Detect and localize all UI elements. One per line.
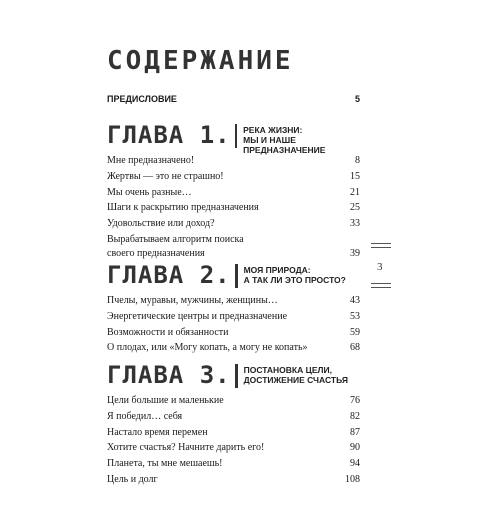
entry-page: 8 [355,155,360,166]
chapter-heading [107,362,360,390]
entry-title: Энергетические центры и предназначение [107,310,288,322]
chapter-subtitle-line: ДОСТИЖЕНИЕ СЧАСТЬЯ [243,375,348,385]
entry-title: Настало время перемен [107,426,208,438]
entry-page: 76 [350,395,360,406]
entry-title: Мне предназначено! [107,155,195,166]
toc-entry [107,310,360,324]
folio-rule [371,247,391,248]
preface-title: ПРЕДИСЛОВИЕ [107,94,177,104]
chapter-heading [107,262,360,290]
entry-page: 53 [350,310,360,322]
entry-page: 21 [350,186,360,198]
chapter-subtitle-line: ПОСТАНОВКА ЦЕЛИ, [243,365,332,375]
entry-title: Возможности и обязанности [107,326,229,338]
entry-title: Удовольствие или доход? [107,218,215,230]
toc-entry [107,170,360,184]
chapter-subtitle [244,365,348,385]
toc-entry-preface [107,94,360,104]
chapter-subtitle-line: МЫ И НАШЕ ПРЕДНАЗНАЧЕНИЕ [243,135,326,155]
page-number: 3 [377,261,383,273]
toc-entry [107,294,360,308]
entry-title: Пчелы, муравьи, мужчины, женщины… [107,295,278,306]
chapter-number: ГЛАВА 1. [107,121,231,149]
toc-entry [107,341,360,355]
preface-page: 5 [354,94,360,104]
folio-rule [371,283,391,284]
entry-page: 94 [350,458,360,470]
chapter-subtitle-line: РЕКА ЖИЗНИ: [243,125,303,135]
entry-title: Шаги к раскрытию предназначения [107,202,259,214]
chapter-subtitle [244,265,346,285]
toc-entry [107,441,360,455]
chapter-subtitle [243,125,360,155]
chapter-number: ГЛАВА 3. [107,361,231,389]
chapter-2 [107,262,360,357]
toc-entry [107,426,360,440]
entry-title: Цель и долг [107,473,158,485]
toc-entry [107,457,360,471]
entry-title: Мы очень разные… [107,186,192,198]
folio-rule [371,287,391,288]
toc-entry [107,473,360,487]
entry-page: 33 [350,218,360,230]
chapter-subtitle-line: МОЯ ПРИРОДА: [243,265,311,275]
entry-title: Вырабатываем алгоритм поиска своего предназначения [107,233,244,259]
chapter-1 [107,122,360,263]
chapter-heading [107,121,360,155]
entry-page: 25 [350,202,360,214]
entry-title: Хотите счастья? Начните дарить его! [107,442,265,454]
entry-page: 108 [345,473,360,485]
chapter-3 [107,362,360,489]
entry-title: Планета, ты мне мешаешь! [107,458,223,470]
chapter-divider [235,364,238,388]
entry-title: О плодах, или «Могу копать, а могу не копать» [107,342,308,354]
toc-entry [107,233,360,261]
entry-title: Цели большие и маленькие [107,395,224,406]
entry-page: 87 [350,426,360,438]
chapter-number: ГЛАВА 2. [107,261,231,289]
entry-page: 82 [350,410,360,422]
entry-page: 59 [350,326,360,338]
folio-rule [371,243,391,244]
entry-page: 15 [350,170,360,182]
entry-title: Жертвы — это не страшно! [107,170,224,182]
toc-entry [107,217,360,231]
chapter-divider [235,124,238,148]
toc-entry [107,326,360,340]
chapter-divider [235,264,238,288]
entry-page: 43 [350,295,360,306]
entry-page: 39 [350,247,360,259]
toc-entry [107,186,360,200]
chapter-subtitle-line: А ТАК ЛИ ЭТО ПРОСТО? [243,275,346,285]
toc-entry [107,154,360,168]
entry-title: Я победил… себя [107,410,183,422]
entry-page: 90 [350,442,360,454]
entry-page: 68 [350,342,360,354]
toc-entry [107,394,360,408]
toc-entry [107,410,360,424]
toc-entry [107,201,360,215]
page-title: СОДЕРЖАНИЕ [107,46,294,76]
